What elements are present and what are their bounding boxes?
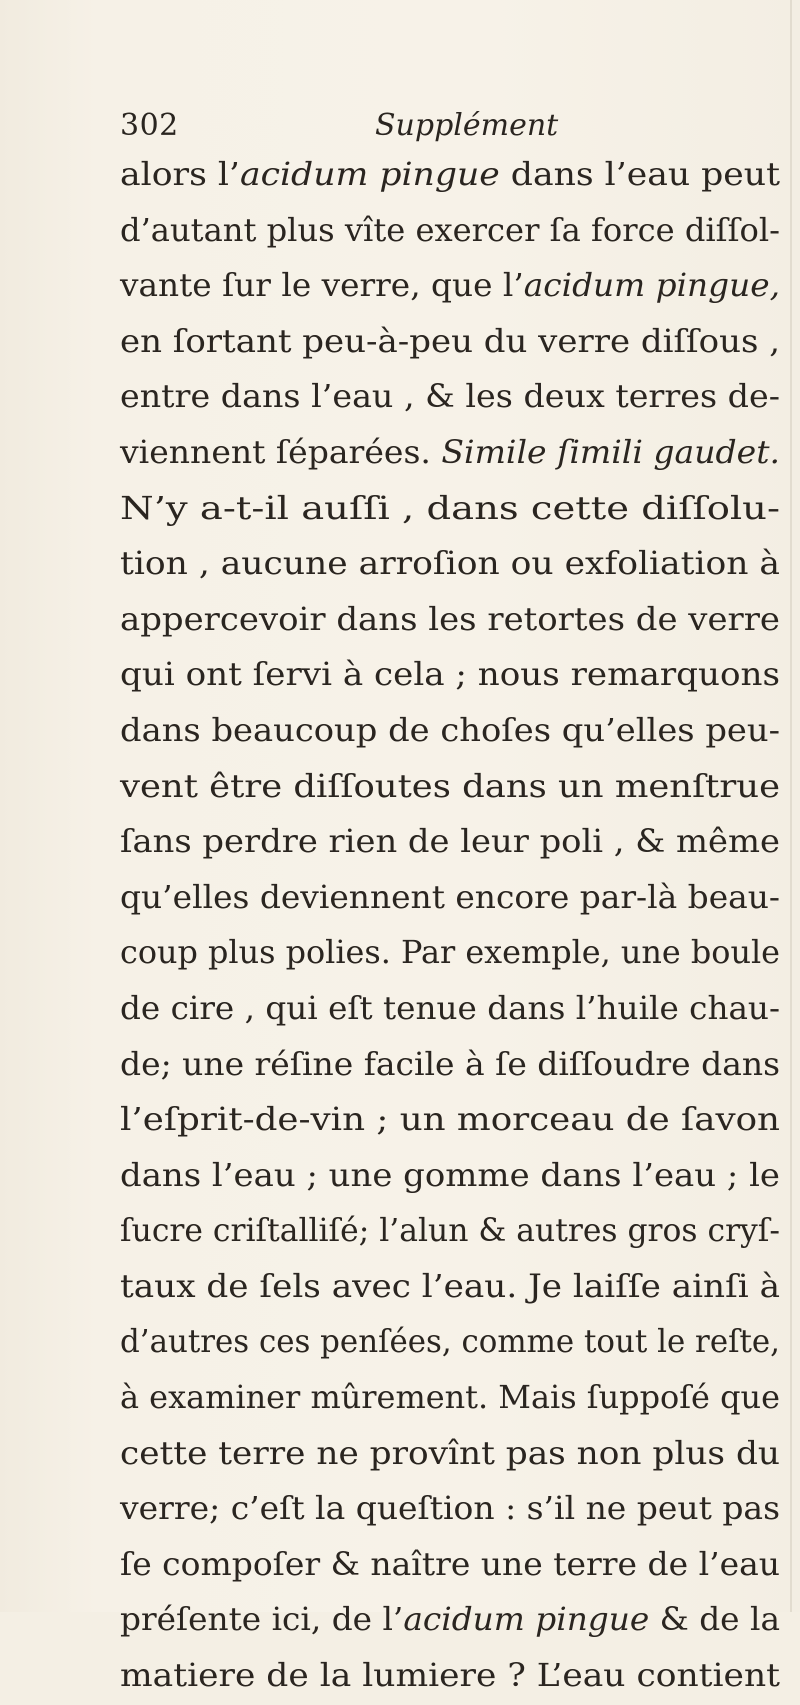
page-header xyxy=(120,108,800,148)
text-segment: dans l’eau peut xyxy=(499,157,780,193)
text-segment: d’autres ces penſées, comme tout le reſte, xyxy=(120,1324,780,1361)
text-segment: ſucre criſtalliſé; l’alun & autres gros cryſ- xyxy=(120,1213,780,1250)
text-line xyxy=(120,1371,800,1427)
text-segment: verre; c’eſt la queſtion : s’il ne peut pas xyxy=(120,1491,780,1528)
text-line xyxy=(120,648,800,704)
text-line xyxy=(120,926,800,982)
text-segment: de cire , qui eſt tenue dans l’huile chau- xyxy=(120,990,780,1027)
text-line xyxy=(120,760,800,816)
text-segment: coup plus polies. Par exemple, une boule xyxy=(120,935,780,972)
running-title: Supplément xyxy=(375,108,559,143)
text-line xyxy=(120,204,800,260)
text-line xyxy=(120,1538,800,1594)
text-line xyxy=(120,315,800,371)
text-segment: dans beaucoup de choſes qu’elles peu- xyxy=(120,712,780,749)
italic-text-segment: acidum pingue, xyxy=(523,268,780,305)
text-segment: à examiner mûrement. Mais ſuppoſé que xyxy=(120,1380,780,1417)
text-segment: N’y a-t-il auſſi , dans cette diſſolu- xyxy=(120,490,780,527)
body-text xyxy=(120,148,800,1705)
text-line xyxy=(120,1093,800,1149)
text-segment: l’eſprit-de-vin ; un morceau de ſavon xyxy=(120,1102,780,1139)
text-segment: vante ſur le verre, que l’ xyxy=(120,268,524,305)
text-line xyxy=(120,426,800,482)
text-segment: en ſortant peu-à-peu du verre diſſous , xyxy=(120,323,780,360)
text-segment: qui ont ſervi à cela ; nous remarquons xyxy=(120,657,780,694)
text-segment: appercevoir dans les retortes de verre xyxy=(120,601,780,638)
text-segment: ſans perdre rien de leur poli , & même xyxy=(120,824,780,861)
text-line xyxy=(120,537,800,593)
text-segment: matiere de la lumiere ? L’eau contient xyxy=(120,1658,780,1695)
text-segment: cette terre ne provînt pas non plus du xyxy=(120,1435,780,1472)
text-line xyxy=(120,1149,800,1205)
text-segment: taux de ſels avec l’eau. Je laiſſe ainſi à xyxy=(120,1268,780,1305)
text-line xyxy=(120,982,800,1038)
text-segment: préſente ici, de l’ xyxy=(120,1602,404,1639)
text-segment: & de la xyxy=(649,1602,780,1639)
text-line xyxy=(120,1593,800,1649)
text-line xyxy=(120,1260,800,1316)
text-line xyxy=(120,1482,800,1538)
text-segment: viennent ſéparées. xyxy=(120,434,442,471)
text-segment: de; une réſine facile à ſe diſſoudre dans xyxy=(120,1046,780,1083)
italic-text-segment: acidum pingue xyxy=(239,157,500,193)
text-line xyxy=(120,815,800,871)
text-line xyxy=(120,704,800,760)
text-segment: alors l’ xyxy=(120,157,240,193)
text-line xyxy=(120,482,800,538)
page-number: 302 xyxy=(120,108,179,143)
text-segment: qu’elles deviennent encore par-là beau- xyxy=(120,879,780,916)
text-line xyxy=(120,148,800,204)
text-line xyxy=(120,1649,800,1705)
text-segment: ſe compoſer & naître une terre de l’eau xyxy=(120,1546,780,1583)
text-segment: entre dans l’eau , & les deux terres de- xyxy=(120,379,781,416)
text-line xyxy=(120,593,800,649)
text-line xyxy=(120,871,800,927)
text-segment: dans l’eau ; une gomme dans l’eau ; le xyxy=(120,1157,781,1194)
italic-text-segment: acidum pingue xyxy=(403,1602,650,1639)
text-line xyxy=(120,1315,800,1371)
text-segment: d’autant plus vîte exercer ſa force diſſol- xyxy=(120,212,780,249)
text-line xyxy=(120,370,800,426)
text-line xyxy=(120,259,800,315)
text-line xyxy=(120,1038,800,1094)
text-segment: tion , aucune arroſion ou exfoliation à xyxy=(120,546,780,583)
text-line xyxy=(120,1427,800,1483)
text-segment: vent être diſſoutes dans un menſtrue xyxy=(120,768,780,805)
text-line xyxy=(120,1204,800,1260)
italic-text-segment: Simile ſimili gaudet. xyxy=(441,434,780,471)
